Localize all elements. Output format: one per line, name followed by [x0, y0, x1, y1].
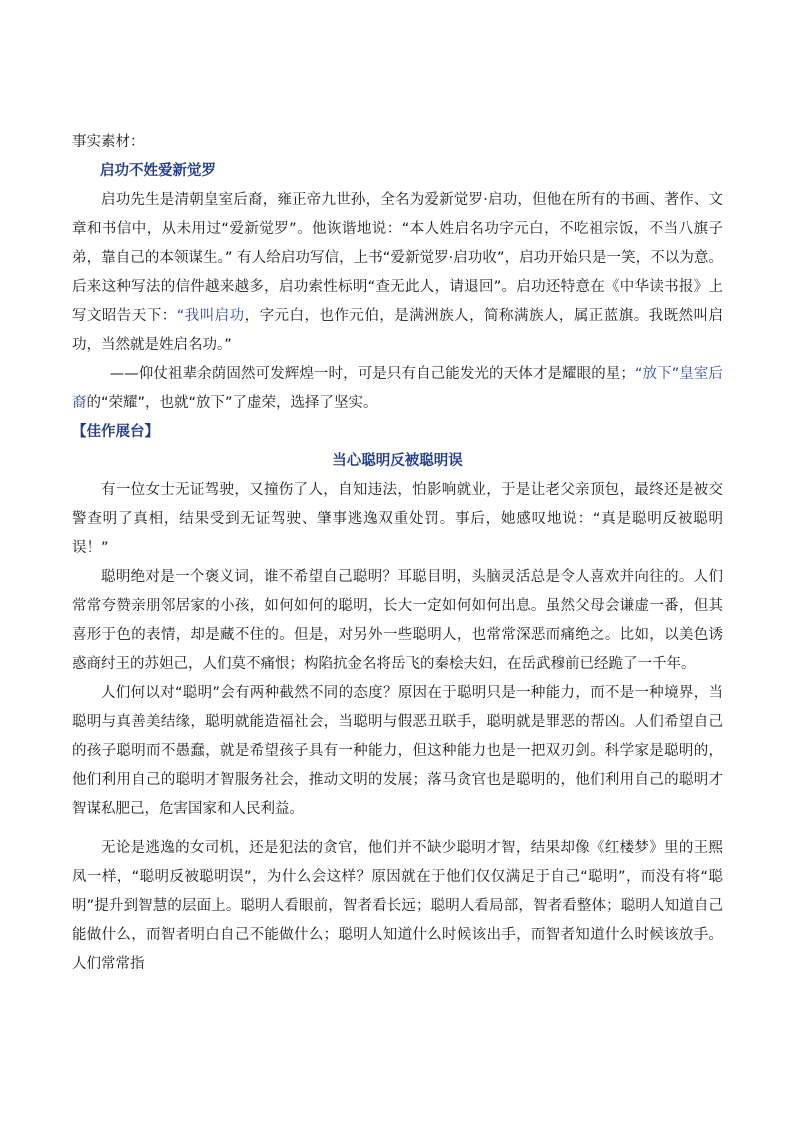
story-paragraph-2: [72, 360, 723, 418]
material-label: 事实素材：: [72, 134, 145, 150]
essay-paragraph: 无论是逃逸的女司机，还是犯法的贪官，他们并不缺少聪明才智，结果却像《红楼梦》里的王熙凤一样，“聪明反被聪明误”，为什么会这样？原因就在于他们仅仅满足于自己“聪明”，而没有将“聪明”提升到智慧的层面上。聪明人看眼前，智者看长远；聪明人看局部，智者看整体；聪明人知道自己能做什么，而智者明白自己不能做什么；聪明人知道什么时候该出手，而智者知道什么时候该放手。人们常常指: [72, 840, 723, 972]
essay-paragraph: 有一位女士无证驾驶，又撞伤了人，自知违法，怕影响就业，于是让老父亲顶包，最终还是被交警查明了真相，结果受到无证驾驶、肇事逃逸双重处罚。事后，她感叹地说：“真是聪明反被聪明误！”: [72, 482, 723, 556]
essay-paragraph: 人们何以对“聪明”会有两种截然不同的态度？原因在于聪明只是一种能力，而不是一种境界，当聪明与真善美结缘，聪明就能造福社会，当聪明与假恶丑联手，聪明就是罪恶的帮凶。人们希望自己的孩子聪明而不愚蠢，就是希望孩子具有一种能力，但这种能力也是一把双刃剑。科学家是聪明的，他们利用自己的聪明才智服务社会，推动文明的发展；落马贪官也是聪明的，他们利用自己的聪明才智谋私肥己，危害国家和人民利益。: [72, 685, 723, 817]
story-paragraph-2-tail: 的“荣耀”，也就“放下”了虚荣，选择了坚实。: [86, 395, 378, 411]
showcase-label: 【佳作展台】: [72, 424, 159, 440]
story-paragraph-2-highlight: “放下”皇室后裔: [72, 366, 723, 411]
paragraph-gap: [72, 824, 723, 834]
story-paragraph-1-text: 启功先生是清朝皇室后裔，雍正帝九世孙，全名为爱新觉罗·启功，但他在所有的书画、著作、文章和书信中，从未用过“爱新觉罗”。他诙谐地说：“本人姓启名功字元白，不吃祖宗饭，不当八旗子弟，靠自己的本领谋生。” 有人给启功写信，上书“爱新觉罗·启功收”，启功开始只是一笑，不以为意。后来这种写法的信件越来越多，启功索性标明“查无此人，请退回”。启功还特意在《中华读书报》上写文昭告天下：: [72, 192, 723, 324]
story-paragraph-1-tail: ，字元白，也作元伯，是满洲族人，简称满族人，属正蓝旗。我既然叫启功，当然就是姓启名功。”: [72, 308, 724, 353]
story-title: [72, 157, 723, 186]
document-page: [72, 128, 723, 979]
essay-paragraph: 聪明绝对是一个褒义词，谁不希望自己聪明？耳聪目明，头脑灵活总是令人喜欢并向往的。人们常常夸赞亲朋邻居家的小孩，如何如何的聪明，长大一定如何如何出息。虽然父母会谦虚一番，但其喜形于色的表情，却是藏不住的。但是，对另外一些聪明人，也常常深恶而痛绝之。比如，以美色诱惑商纣王的苏妲己，人们莫不痛恨；构陷抗金名将岳飞的秦桧夫妇，在岳武穆前已经跪了一千年。: [72, 569, 723, 672]
essay-title: 当心聪明反被聪明误: [332, 453, 463, 469]
story-quote-highlight: “我叫启功: [176, 308, 245, 324]
story-paragraph-1: [72, 186, 723, 360]
story-title-text: 启功不姓爱新觉罗: [100, 163, 216, 179]
story-paragraph-2-head: ——仰仗祖辈余荫固然可发辉煌一时，可是只有自己能发光的天体才是耀眼的星；: [109, 366, 635, 382]
